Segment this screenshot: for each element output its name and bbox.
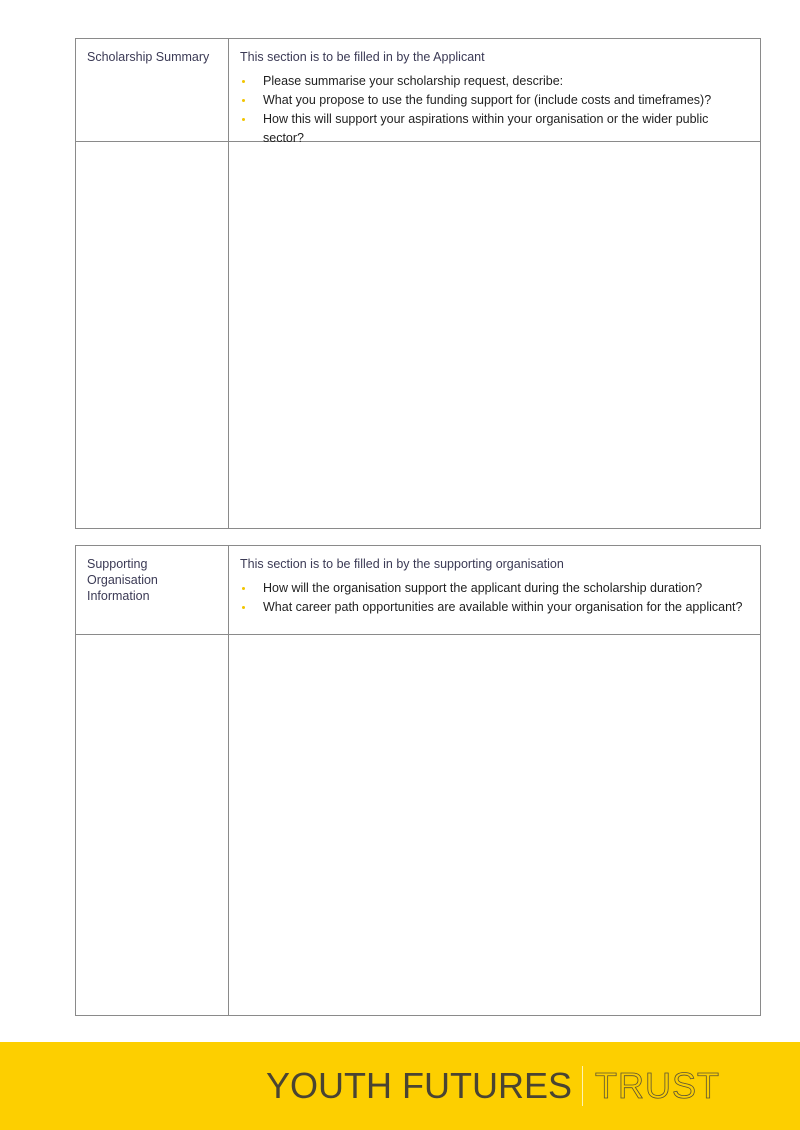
instruction-list [240, 72, 749, 148]
bullet-icon [242, 587, 245, 590]
section-label: Supporting Organisation Information [76, 546, 229, 634]
section-instructions [229, 39, 760, 145]
section-instructions [229, 546, 760, 634]
youth-futures-trust-logo [266, 1064, 720, 1108]
bullet-icon [242, 118, 245, 121]
bullet-icon [242, 606, 245, 609]
empty-label-cell [76, 635, 229, 1015]
section-intro: This section is to be filled in by the Applicant [240, 50, 485, 64]
section-label: Scholarship Summary [76, 39, 229, 141]
instruction-item: What you propose to use the funding support for (include costs and timeframes)? [240, 91, 749, 110]
instruction-item: How this will support your aspirations within your organisation or the wider public sector? [240, 110, 749, 148]
instruction-item: How will the organisation support the applicant during the scholarship duration? [240, 579, 749, 598]
scholarship-summary-table [75, 38, 761, 529]
supporting-organisation-table [75, 545, 761, 1016]
instruction-list [240, 579, 749, 617]
footer-brand-band [0, 1042, 800, 1130]
instruction-item: What career path opportunities are available within your organisation for the applicant? [240, 598, 749, 617]
supporting-organisation-response-row [76, 634, 760, 1015]
bullet-icon [242, 99, 245, 102]
scholarship-summary-response-field[interactable] [229, 142, 760, 528]
brand-divider [582, 1066, 583, 1106]
scholarship-summary-response-row [76, 141, 760, 528]
instruction-item: Please summarise your scholarship request, describe: [240, 72, 749, 91]
brand-main-text: YOUTH FUTURES [266, 1065, 572, 1106]
section-intro: This section is to be filled in by the supporting organisation [240, 557, 564, 571]
bullet-icon [242, 80, 245, 83]
supporting-organisation-header-row [76, 546, 760, 634]
supporting-organisation-response-field[interactable] [229, 635, 760, 1015]
empty-label-cell [76, 142, 229, 528]
brand-sub-text: TRUST [595, 1065, 720, 1106]
scholarship-summary-header-row [76, 39, 760, 145]
